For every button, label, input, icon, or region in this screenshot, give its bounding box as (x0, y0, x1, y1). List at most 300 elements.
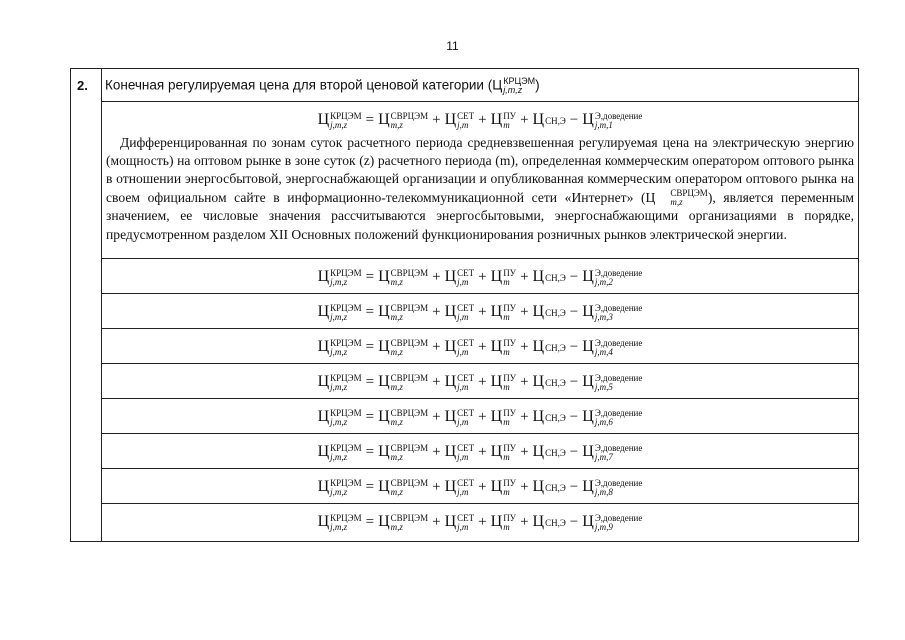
lhs-sup: КРЦЭМ (330, 408, 362, 418)
svrcem-symbol: Ц (378, 303, 390, 321)
lhs-indices (330, 444, 361, 462)
plus-sign: + (432, 339, 441, 356)
plus-sign: + (432, 409, 441, 426)
lhs-sup: КРЦЭМ (330, 478, 362, 488)
dovedenie-term (582, 112, 642, 128)
svrcem-sup: СВРЦЭМ (390, 373, 429, 383)
plus-sign: + (432, 112, 441, 129)
dovedenie-term (582, 304, 642, 320)
dovedenie-sub: j,m,2 (594, 277, 613, 287)
plus-sign: + (520, 112, 529, 129)
sn-indices (545, 414, 566, 423)
dovedenie-symbol: Ц (582, 268, 594, 286)
sn-sup: СН,Э (545, 377, 566, 388)
pu-indices (503, 339, 516, 357)
dovedenie-sup: Э,доведение (594, 408, 643, 418)
set-sup: СЕТ (457, 443, 475, 453)
sn-term (533, 269, 566, 285)
pu-indices (503, 514, 516, 532)
set-term (445, 304, 475, 320)
formula-row (102, 294, 858, 329)
svrcem-term (378, 514, 428, 530)
dovedenie-sub: j,m,5 (594, 382, 613, 392)
set-indices (457, 374, 474, 392)
set-term (445, 374, 475, 390)
formula-row (102, 469, 858, 504)
title-close: ) (535, 77, 540, 93)
pu-indices (503, 409, 516, 427)
lhs-sup: КРЦЭМ (330, 268, 362, 278)
equals-sign: = (365, 514, 375, 531)
dovedenie-symbol: Ц (582, 111, 594, 129)
formula-row (102, 434, 858, 469)
plus-sign: + (520, 479, 529, 496)
lhs-sub: j,m,z (330, 277, 348, 287)
pu-sub: m (503, 347, 510, 357)
plus-sign: + (478, 269, 487, 286)
set-symbol: Ц (444, 268, 457, 286)
plus-sign: + (520, 304, 529, 321)
svrcem-term (378, 479, 428, 495)
svrcem-sub: m,z (390, 452, 403, 462)
set-sup: СЕТ (457, 408, 475, 418)
lhs-symbol: Ц (317, 303, 330, 321)
pu-indices (503, 374, 516, 392)
sn-sup: СН,Э (545, 342, 566, 353)
description-inline-sup: СВРЦЭМ (670, 188, 708, 199)
lhs-sub: j,m,z (330, 120, 348, 130)
minus-sign: − (569, 269, 579, 286)
sn-term (533, 514, 566, 530)
minus-sign: − (569, 444, 579, 461)
lhs-symbol: Ц (317, 373, 330, 391)
dovedenie-sub: j,m,9 (594, 522, 613, 532)
sn-sup: СН,Э (545, 482, 566, 493)
svrcem-sup: СВРЦЭМ (390, 268, 429, 278)
plus-sign: + (478, 514, 487, 531)
set-sub: j,m (457, 277, 469, 287)
sn-indices (545, 379, 566, 388)
svrcem-symbol: Ц (378, 338, 390, 356)
pu-sub: m (503, 417, 510, 427)
dovedenie-indices (595, 339, 643, 357)
lhs-symbol: Ц (317, 268, 330, 286)
pu-sub: m (503, 382, 510, 392)
svrcem-symbol: Ц (378, 408, 390, 426)
title-sup: КРЦЭМ (503, 76, 536, 86)
lhs-term (318, 514, 362, 530)
lhs-symbol: Ц (317, 513, 330, 531)
set-symbol: Ц (444, 478, 457, 496)
svrcem-term (378, 112, 428, 128)
sn-symbol: Ц (532, 513, 545, 531)
lhs-term (318, 444, 362, 460)
pu-symbol: Ц (490, 478, 503, 496)
pu-sup: ПУ (503, 443, 517, 453)
set-sub: j,m (457, 312, 469, 322)
set-indices (457, 112, 474, 130)
svrcem-symbol: Ц (378, 443, 390, 461)
sn-symbol: Ц (532, 478, 545, 496)
pu-term (491, 112, 516, 128)
plus-sign: + (432, 269, 441, 286)
page-number: 11 (446, 39, 459, 53)
lhs-term (318, 269, 362, 285)
pu-sup: ПУ (503, 478, 517, 488)
description-text (106, 134, 854, 244)
sn-sup: СН,Э (545, 447, 566, 458)
lhs-indices (330, 514, 361, 532)
lhs-symbol: Ц (317, 443, 330, 461)
svrcem-term (378, 339, 428, 355)
svrcem-sup: СВРЦЭМ (390, 443, 429, 453)
lhs-sub: j,m,z (330, 522, 348, 532)
svrcem-symbol: Ц (378, 478, 390, 496)
lhs-indices (330, 269, 361, 287)
pu-indices (503, 479, 516, 497)
pu-sub: m (503, 522, 510, 532)
svrcem-term (378, 409, 428, 425)
set-sub: j,m (457, 417, 469, 427)
pu-term (491, 269, 516, 285)
title-sub: j,m,z (503, 85, 523, 95)
plus-sign: + (478, 374, 487, 391)
svrcem-indices (391, 269, 428, 287)
sn-indices (545, 519, 566, 528)
lhs-sub: j,m,z (330, 487, 348, 497)
equals-sign: = (365, 374, 375, 391)
plus-sign: + (432, 514, 441, 531)
lhs-sup: КРЦЭМ (330, 373, 362, 383)
dovedenie-sup: Э,доведение (594, 478, 643, 488)
description-row (102, 102, 858, 259)
pu-symbol: Ц (490, 373, 503, 391)
item-number: 2. (71, 69, 102, 541)
set-term (445, 444, 475, 460)
title-text (105, 77, 540, 95)
plus-sign: + (520, 514, 529, 531)
set-term (445, 339, 475, 355)
dovedenie-symbol: Ц (582, 513, 594, 531)
set-sup: СЕТ (457, 478, 475, 488)
sn-symbol: Ц (532, 303, 545, 321)
pu-sup: ПУ (503, 408, 517, 418)
set-sub: j,m (457, 487, 469, 497)
pu-symbol: Ц (490, 338, 503, 356)
lhs-sup: КРЦЭМ (330, 303, 362, 313)
formula-8 (102, 479, 858, 497)
lhs-sup: КРЦЭМ (330, 338, 362, 348)
svrcem-term (378, 269, 428, 285)
svrcem-indices (391, 514, 428, 532)
svrcem-indices (391, 339, 428, 357)
set-symbol: Ц (444, 513, 457, 531)
dovedenie-indices (595, 304, 643, 322)
pu-symbol: Ц (490, 268, 503, 286)
equals-sign: = (365, 269, 375, 286)
formula-1 (102, 112, 858, 130)
minus-sign: − (569, 409, 579, 426)
sn-symbol: Ц (532, 408, 545, 426)
formula-6 (102, 409, 858, 427)
minus-sign: − (569, 112, 579, 129)
description-part1: Дифференцированная по зонам суток расчетного периода средневзвешенная регулируемая цена на электрическую энергию (мощность) на оптовом рынке в зоне суток (z) расчетного периода (m), определенная коммерческим оператором оптового рынка в отношении энергосбытовой, энергоснабжающей организации и опубликованная коммерческим оператором оптового рынка на своем официальном сайте в информационно-телекоммуникационной сети «Интернет» (Ц (106, 135, 854, 205)
formula-4 (102, 339, 858, 357)
minus-sign: − (569, 374, 579, 391)
set-indices (457, 339, 474, 357)
set-sup: СЕТ (457, 303, 475, 313)
set-sup: СЕТ (457, 373, 475, 383)
set-symbol: Ц (444, 373, 457, 391)
svrcem-sub: m,z (390, 277, 403, 287)
pu-sup: ПУ (503, 268, 517, 278)
sn-symbol: Ц (532, 443, 545, 461)
svrcem-symbol: Ц (378, 513, 390, 531)
pu-sup: ПУ (503, 513, 517, 523)
set-symbol: Ц (444, 338, 457, 356)
dovedenie-indices (595, 514, 643, 532)
dovedenie-sub: j,m,3 (594, 312, 613, 322)
sn-sup: СН,Э (545, 307, 566, 318)
minus-sign: − (569, 479, 579, 496)
minus-sign: − (569, 339, 579, 356)
formula-row (102, 504, 858, 542)
svrcem-sup: СВРЦЭМ (390, 111, 429, 121)
pu-sup: ПУ (503, 338, 517, 348)
set-symbol: Ц (444, 443, 457, 461)
set-symbol: Ц (444, 408, 457, 426)
plus-sign: + (478, 304, 487, 321)
dovedenie-term (582, 444, 642, 460)
lhs-indices (330, 479, 361, 497)
pu-indices (503, 444, 516, 462)
pu-symbol: Ц (490, 408, 503, 426)
pu-term (491, 444, 516, 460)
plus-sign: + (432, 374, 441, 391)
lhs-indices (330, 112, 361, 130)
formula-2 (102, 269, 858, 287)
dovedenie-sup: Э,доведение (594, 268, 643, 278)
plus-sign: + (432, 304, 441, 321)
lhs-symbol: Ц (317, 111, 330, 129)
description-inline-sub: m,z (670, 197, 683, 208)
dovedenie-symbol: Ц (582, 373, 594, 391)
dovedenie-sup: Э,доведение (594, 338, 643, 348)
svrcem-indices (391, 444, 428, 462)
pu-symbol: Ц (490, 513, 503, 531)
formula-row (102, 329, 858, 364)
pu-indices (503, 269, 516, 287)
dovedenie-term (582, 479, 642, 495)
svrcem-indices (391, 304, 428, 322)
set-sub: j,m (457, 522, 469, 532)
set-symbol: Ц (444, 111, 457, 129)
minus-sign: − (569, 304, 579, 321)
sn-sup: СН,Э (545, 517, 566, 528)
sn-symbol: Ц (532, 268, 545, 286)
pu-symbol: Ц (490, 111, 503, 129)
pu-sup: ПУ (503, 373, 517, 383)
svrcem-term (378, 444, 428, 460)
equals-sign: = (365, 409, 375, 426)
set-sup: СЕТ (457, 268, 475, 278)
lhs-term (318, 409, 362, 425)
set-indices (457, 479, 474, 497)
dovedenie-sub: j,m,6 (594, 417, 613, 427)
pu-sub: m (503, 487, 510, 497)
pu-symbol: Ц (490, 303, 503, 321)
lhs-term (318, 112, 362, 128)
formula-row (102, 364, 858, 399)
plus-sign: + (520, 269, 529, 286)
formula-row (102, 399, 858, 434)
svrcem-indices (391, 112, 428, 130)
sn-term (533, 409, 566, 425)
title-main: Конечная регулируемая цена для второй ценовой категории (Ц (105, 77, 503, 93)
pu-symbol: Ц (490, 443, 503, 461)
pu-indices (503, 112, 516, 130)
sn-sup: СН,Э (545, 412, 566, 423)
set-indices (457, 444, 474, 462)
dovedenie-sub: j,m,4 (594, 347, 613, 357)
formula-table (70, 68, 859, 542)
dovedenie-symbol: Ц (582, 303, 594, 321)
svrcem-sup: СВРЦЭМ (390, 478, 429, 488)
set-sub: j,m (457, 347, 469, 357)
description-inline-indices (656, 189, 707, 207)
plus-sign: + (478, 479, 487, 496)
lhs-term (318, 339, 362, 355)
pu-term (491, 479, 516, 495)
dovedenie-indices (595, 269, 643, 287)
formula-7 (102, 444, 858, 462)
set-term (445, 112, 475, 128)
set-sup: СЕТ (457, 111, 475, 121)
plus-sign: + (478, 339, 487, 356)
pu-term (491, 339, 516, 355)
dovedenie-term (582, 339, 642, 355)
set-indices (457, 409, 474, 427)
pu-indices (503, 304, 516, 322)
svrcem-sub: m,z (390, 347, 403, 357)
dovedenie-indices (595, 112, 643, 130)
sn-term (533, 112, 566, 128)
svrcem-sub: m,z (390, 120, 403, 130)
dovedenie-indices (595, 479, 643, 497)
lhs-sub: j,m,z (330, 452, 348, 462)
svrcem-indices (391, 374, 428, 392)
sn-term (533, 374, 566, 390)
pu-term (491, 409, 516, 425)
table-content (102, 69, 858, 541)
pu-sub: m (503, 277, 510, 287)
svrcem-sup: СВРЦЭМ (390, 303, 429, 313)
plus-sign: + (520, 444, 529, 461)
plus-sign: + (478, 409, 487, 426)
lhs-sub: j,m,z (330, 417, 348, 427)
lhs-sub: j,m,z (330, 312, 348, 322)
sn-term (533, 479, 566, 495)
sn-symbol: Ц (532, 111, 545, 129)
lhs-indices (330, 304, 361, 322)
plus-sign: + (520, 409, 529, 426)
svrcem-sub: m,z (390, 487, 403, 497)
dovedenie-symbol: Ц (582, 478, 594, 496)
svrcem-indices (391, 479, 428, 497)
lhs-term (318, 479, 362, 495)
sn-sup: СН,Э (545, 272, 566, 283)
equals-sign: = (365, 112, 375, 129)
sn-symbol: Ц (532, 338, 545, 356)
pu-sub: m (503, 312, 510, 322)
lhs-sup: КРЦЭМ (330, 111, 362, 121)
sn-term (533, 339, 566, 355)
sn-indices (545, 274, 566, 283)
lhs-indices (330, 339, 361, 357)
minus-sign: − (569, 514, 579, 531)
sn-term (533, 444, 566, 460)
set-indices (457, 269, 474, 287)
dovedenie-sub: j,m,7 (594, 452, 613, 462)
dovedenie-sub: j,m,8 (594, 487, 613, 497)
sn-sup: СН,Э (545, 115, 566, 126)
plus-sign: + (520, 374, 529, 391)
svrcem-term (378, 304, 428, 320)
dovedenie-sup: Э,доведение (594, 111, 643, 121)
set-term (445, 514, 475, 530)
formula-9 (102, 514, 858, 532)
pu-term (491, 304, 516, 320)
title-row (102, 69, 858, 102)
description-part2: ), является переменным значением, ее числовые значения рассчитываются энергосбытовыми, энергоснабжающими организациями в порядке, предусмотренном разделом XII Основных положений функционирования розничных рынков электрической энергии. (106, 189, 854, 242)
pu-term (491, 514, 516, 530)
pu-sup: ПУ (503, 303, 517, 313)
dovedenie-term (582, 269, 642, 285)
set-indices (457, 304, 474, 322)
sn-term (533, 304, 566, 320)
set-sub: j,m (457, 382, 469, 392)
plus-sign: + (478, 444, 487, 461)
set-sub: j,m (457, 452, 469, 462)
sn-indices (545, 117, 566, 126)
dovedenie-symbol: Ц (582, 443, 594, 461)
set-sup: СЕТ (457, 513, 475, 523)
sn-indices (545, 449, 566, 458)
sn-symbol: Ц (532, 373, 545, 391)
set-sub: j,m (457, 120, 469, 130)
dovedenie-sup: Э,доведение (594, 303, 643, 313)
dovedenie-indices (595, 444, 643, 462)
dovedenie-term (582, 514, 642, 530)
set-term (445, 269, 475, 285)
lhs-term (318, 374, 362, 390)
svrcem-sup: СВРЦЭМ (390, 408, 429, 418)
lhs-indices (330, 374, 361, 392)
svrcem-term (378, 374, 428, 390)
plus-sign: + (432, 444, 441, 461)
equals-sign: = (365, 339, 375, 356)
dovedenie-symbol: Ц (582, 338, 594, 356)
dovedenie-term (582, 374, 642, 390)
dovedenie-sup: Э,доведение (594, 373, 643, 383)
svrcem-sub: m,z (390, 522, 403, 532)
svrcem-sub: m,z (390, 382, 403, 392)
dovedenie-symbol: Ц (582, 408, 594, 426)
plus-sign: + (520, 339, 529, 356)
sn-indices (545, 309, 566, 318)
equals-sign: = (365, 479, 375, 496)
svrcem-sub: m,z (390, 312, 403, 322)
